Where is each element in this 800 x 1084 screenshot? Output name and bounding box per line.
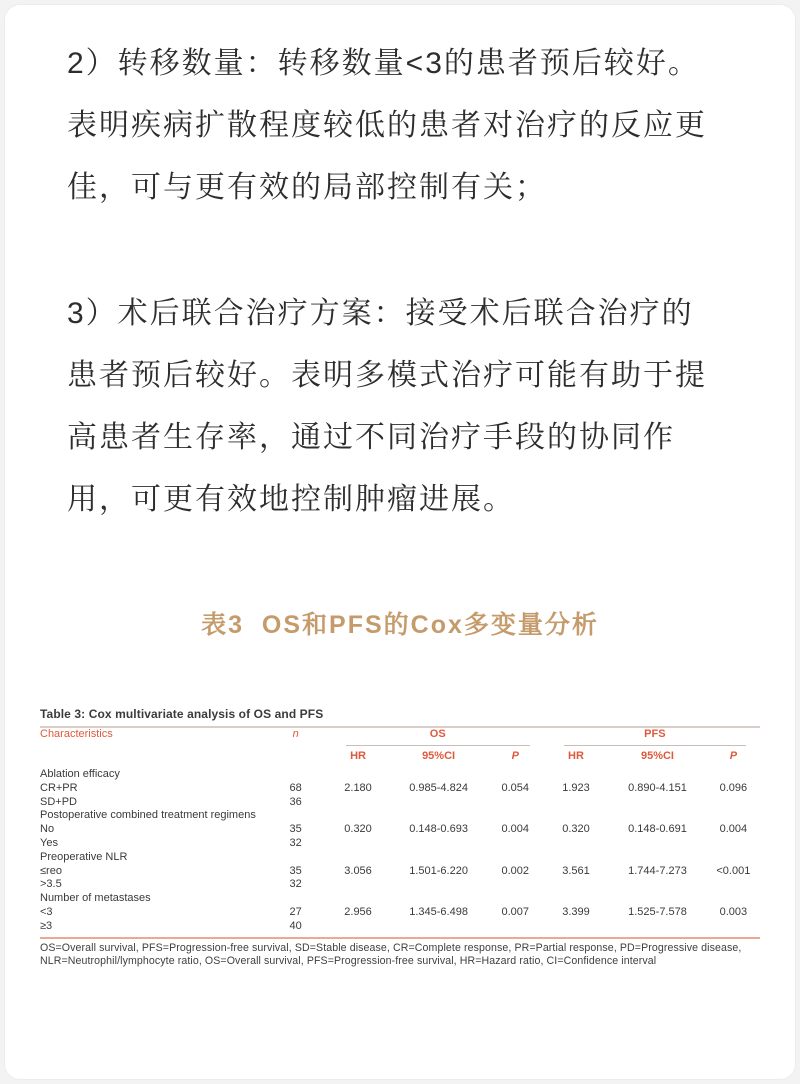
- row-label: SD+PD: [40, 795, 77, 808]
- n-value: 32: [289, 836, 302, 849]
- footnote-line: NLR=Neutrophil/lymphocyte ratio, OS=Overall survival, PFS=Progression-free survival, HR=Hazard ratio, CI=Confidence interval: [40, 955, 657, 968]
- paragraph-line: 表明疾病扩散程度较低的患者对治疗的反应更: [67, 109, 707, 142]
- os-hr-value: 0.320: [344, 823, 372, 836]
- n-value: 36: [289, 795, 302, 808]
- os-p-value: [487, 920, 544, 938]
- table-title: Table 3: Cox multivariate analysis of OS and PFS: [40, 707, 324, 721]
- col-header-characteristics: Characteristics: [40, 728, 113, 740]
- table-row: [40, 865, 760, 879]
- col-group-pfs: [544, 727, 760, 746]
- pfs-ci-value: [608, 851, 706, 865]
- row-label: CR+PR: [40, 781, 78, 794]
- pfs-hr-value: [544, 851, 609, 865]
- paragraph-line: 佳，可与更有效的局部控制有关；: [67, 171, 547, 204]
- os-group-label: OS: [346, 728, 530, 746]
- os-p-value: [487, 796, 544, 810]
- pfs-p-value: [707, 892, 760, 906]
- os-p-value: 0.002: [501, 864, 530, 877]
- pfs-hr-value: [544, 920, 609, 938]
- n-value: 27: [289, 905, 302, 918]
- pfs-p-value: [707, 837, 760, 851]
- row-label: Postoperative combined treatment regimens: [40, 809, 256, 822]
- pfs-hr-value: [544, 809, 609, 823]
- table-row: [40, 809, 760, 823]
- pfs-ci-value: [608, 809, 706, 823]
- table-row: [40, 823, 760, 837]
- table-row: [40, 851, 760, 865]
- os-p-value: [487, 892, 544, 906]
- os-p-value: [487, 765, 544, 782]
- row-label: ≥3: [40, 919, 53, 932]
- pfs-ci-value: 0.890-4.151: [628, 781, 687, 794]
- n-value: [266, 809, 326, 823]
- os-ci-value: [390, 851, 487, 865]
- pfs-hr-value: 3.561: [562, 864, 590, 877]
- pfs-ci-value: [608, 878, 706, 892]
- cox-analysis-table: [40, 726, 760, 939]
- pfs-ci-value: [608, 765, 706, 782]
- paragraph-postoperative-treatment: [67, 283, 739, 531]
- col-header-os-p: P: [511, 750, 519, 762]
- n-value: [266, 851, 326, 865]
- col-group-os: [326, 727, 544, 746]
- pfs-ci-value: [608, 837, 706, 851]
- pfs-hr-value: [544, 892, 609, 906]
- table-section: [5, 707, 795, 969]
- os-ci-value: [390, 809, 487, 823]
- pfs-p-value: [707, 878, 760, 892]
- pfs-hr-value: [544, 765, 609, 782]
- os-ci-value: [390, 892, 487, 906]
- n-value: 32: [289, 878, 302, 891]
- os-ci-value: [390, 765, 487, 782]
- os-p-value: 0.054: [501, 781, 530, 794]
- pfs-hr-value: [544, 837, 609, 851]
- pfs-group-label: PFS: [564, 728, 746, 746]
- pfs-hr-value: 3.399: [562, 905, 590, 918]
- col-header-pfs-p: P: [729, 750, 738, 762]
- pfs-ci-value: [608, 892, 706, 906]
- n-value: [266, 765, 326, 782]
- os-hr-value: [326, 765, 391, 782]
- pfs-hr-value: 0.320: [562, 823, 590, 836]
- os-hr-value: 2.956: [344, 905, 372, 918]
- os-p-value: 0.007: [501, 905, 530, 918]
- os-ci-value: [390, 920, 487, 938]
- pfs-hr-value: 1.923: [562, 781, 590, 794]
- pfs-p-value: 0.096: [719, 781, 748, 794]
- os-hr-value: [326, 878, 391, 892]
- os-p-value: [487, 809, 544, 823]
- row-label: >3.5: [40, 878, 62, 891]
- table-row: [40, 906, 760, 920]
- row-label: Number of metastases: [40, 892, 151, 905]
- table-footnote: [40, 942, 760, 969]
- table-row: [40, 920, 760, 938]
- table-row: [40, 837, 760, 851]
- paragraph-line: 高患者生存率，通过不同治疗手段的协同作: [67, 421, 675, 454]
- os-hr-value: 3.056: [344, 864, 372, 877]
- pfs-hr-value: [544, 878, 609, 892]
- os-ci-value: 1.345-6.498: [409, 905, 468, 918]
- os-p-value: [487, 878, 544, 892]
- n-value: 68: [289, 781, 302, 794]
- paragraph-line: 2）转移数量：转移数量<3的患者预后较好。: [67, 47, 700, 80]
- n-value: [266, 892, 326, 906]
- os-ci-value: 1.501-6.220: [409, 864, 468, 877]
- pfs-p-value: [707, 920, 760, 938]
- section-title: 表3 OS和PFS的Cox多变量分析: [201, 611, 599, 639]
- os-hr-value: [326, 809, 391, 823]
- pfs-ci-value: [608, 796, 706, 810]
- row-label: <3: [40, 905, 53, 918]
- pfs-hr-value: [544, 796, 609, 810]
- table-row: [40, 765, 760, 782]
- os-hr-value: [326, 920, 391, 938]
- os-ci-value: [390, 796, 487, 810]
- row-label: Ablation efficacy: [40, 768, 120, 780]
- row-label: Yes: [40, 836, 58, 849]
- pfs-p-value: [707, 765, 760, 782]
- row-label: ≤reo: [40, 864, 62, 877]
- table-row: [40, 782, 760, 796]
- paragraph-metastasis-count: [67, 33, 739, 219]
- os-hr-value: [326, 851, 391, 865]
- pfs-p-value: <0.001: [716, 864, 751, 877]
- footnote-line: OS=Overall survival, PFS=Progression-free survival, SD=Stable disease, CR=Complete response, PR=Partial response, PD=Progressive disease,: [40, 941, 742, 954]
- n-value: 35: [289, 823, 302, 836]
- os-p-value: 0.004: [501, 823, 530, 836]
- pfs-ci-value: 1.744-7.273: [628, 864, 687, 877]
- pfs-ci-value: [608, 920, 706, 938]
- os-p-value: [487, 837, 544, 851]
- row-label: Preoperative NLR: [40, 850, 128, 863]
- os-ci-value: 0.985-4.824: [409, 781, 468, 794]
- paragraph-line: 用，可更有效地控制肿瘤进展。: [67, 483, 515, 516]
- col-header-os-ci: 95%CI: [422, 750, 456, 762]
- os-p-value: [487, 851, 544, 865]
- pfs-p-value: [707, 851, 760, 865]
- os-ci-value: 0.148-0.693: [409, 823, 468, 836]
- table-row: [40, 892, 760, 906]
- os-hr-value: [326, 837, 391, 851]
- row-label: No: [40, 823, 55, 836]
- pfs-ci-value: 0.148-0.691: [628, 823, 687, 836]
- os-hr-value: 2.180: [344, 781, 372, 794]
- table-row: [40, 796, 760, 810]
- n-value: 40: [289, 919, 302, 932]
- pfs-p-value: 0.003: [719, 905, 748, 918]
- table-row: [40, 878, 760, 892]
- pfs-ci-value: 1.525-7.578: [628, 905, 687, 918]
- paragraph-line: 患者预后较好。表明多模式治疗可能有助于提: [67, 359, 707, 392]
- n-value: 35: [289, 864, 302, 877]
- col-header-pfs-ci: 95%CI: [640, 750, 674, 762]
- col-header-os-hr: HR: [350, 750, 366, 762]
- pfs-p-value: [707, 796, 760, 810]
- document-page: [4, 4, 796, 1080]
- col-header-n: n: [292, 728, 299, 740]
- os-ci-value: [390, 878, 487, 892]
- os-ci-value: [390, 837, 487, 851]
- os-hr-value: [326, 892, 391, 906]
- pfs-p-value: [707, 809, 760, 823]
- col-header-pfs-hr: HR: [568, 750, 584, 762]
- os-hr-value: [326, 796, 391, 810]
- paragraph-line: 3）术后联合治疗方案：接受术后联合治疗的: [67, 297, 694, 330]
- body-text: [5, 5, 795, 531]
- pfs-p-value: 0.004: [719, 823, 748, 836]
- header-row-groups: [40, 727, 760, 746]
